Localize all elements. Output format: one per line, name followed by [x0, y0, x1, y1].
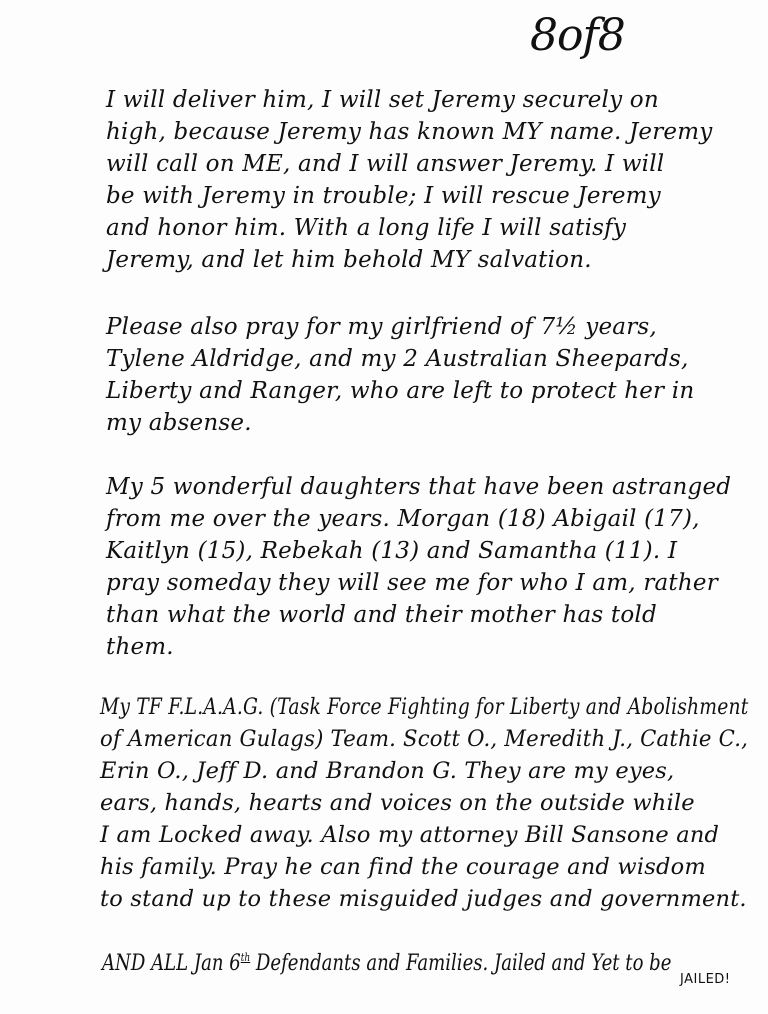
closing-trailing-word: JAILED! [680, 972, 731, 987]
letter-line: high, because Jeremy has known MY name. Jeremy [106, 119, 713, 145]
letter-line: them. [106, 634, 174, 660]
letter-line: will call on ME, and I will answer Jeremy. I will [106, 151, 665, 177]
letter-line: to stand up to these misguided judges and government. [100, 886, 747, 912]
closing-line [102, 943, 671, 979]
letter-line: Liberty and Ranger, who are left to protect her in [106, 378, 695, 404]
closing-text-end: Defendants and Families. Jailed and Yet to be [250, 951, 672, 976]
letter-line: be with Jeremy in trouble; I will rescue Jeremy [106, 183, 661, 209]
letter-line: I am Locked away. Also my attorney Bill Sansone and [100, 822, 720, 848]
letter-line: My 5 wonderful daughters that have been astranged [106, 474, 732, 500]
page-number: 8of8 [530, 10, 625, 61]
letter-line: pray someday they will see me for who I am, rather [106, 570, 718, 596]
letter-line: ears, hands, hearts and voices on the outside while [100, 790, 695, 816]
letter-line: I will deliver him, I will set Jeremy securely on [106, 87, 659, 113]
letter-line: from me over the years. Morgan (18) Abigail (17), [106, 506, 700, 532]
letter-line: Erin O., Jeff D. and Brandon G. They are my eyes, [100, 758, 675, 784]
letter-line: of American Gulags) Team. Scott O., Meredith J., Cathie C., [100, 726, 749, 752]
letter-line: his family. Pray he can find the courage and wisdom [100, 854, 706, 880]
letter-line: Jeremy, and let him behold MY salvation. [106, 247, 592, 273]
letter-line: Tylene Aldridge, and my 2 Australian Sheepards, [106, 346, 689, 372]
letter-line: Kaitlyn (15), Rebekah (13) and Samantha (11). I [106, 538, 678, 564]
letter-line: than what the world and their mother has told [106, 602, 657, 628]
letter-line: my absense. [106, 410, 252, 436]
letter-line: My TF F.L.A.A.G. (Task Force Fighting for Liberty and Abolishment [100, 694, 749, 720]
closing-text-start: AND ALL Jan 6 [102, 951, 241, 976]
letter-line: and honor him. With a long life I will satisfy [106, 215, 627, 241]
closing-superscript: th [240, 951, 251, 964]
letter-line: Please also pray for my girlfriend of 7½ years, [106, 314, 657, 340]
